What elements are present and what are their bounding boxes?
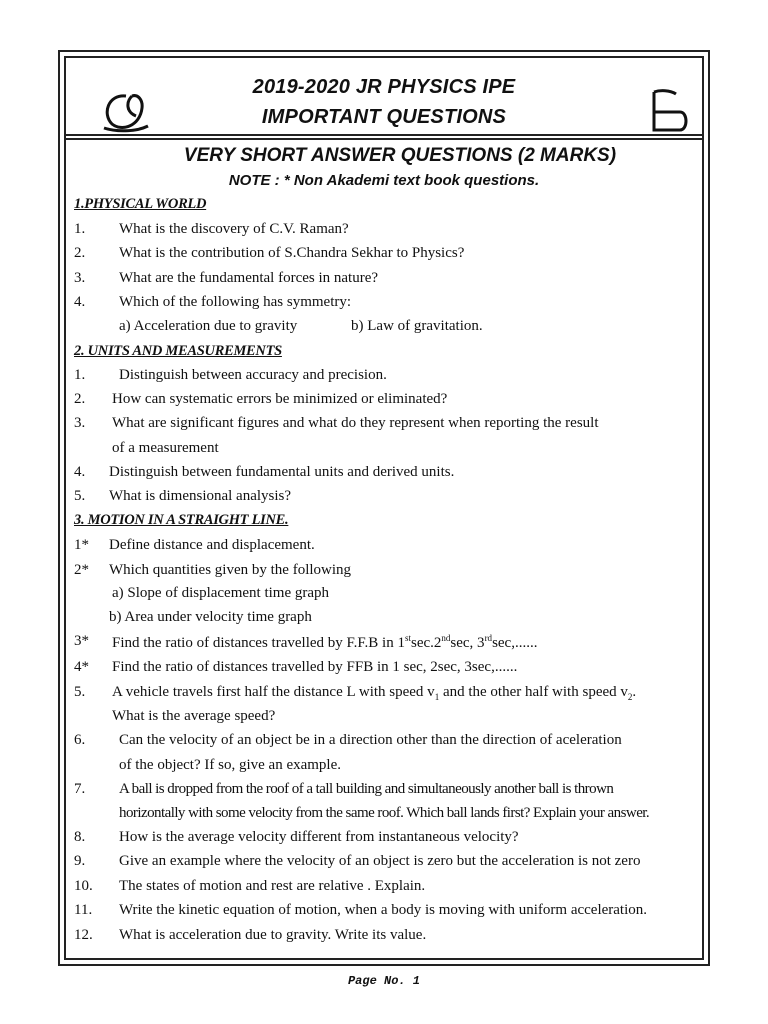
question-text: What is acceleration due to gravity. Write its value. bbox=[119, 927, 427, 943]
item-number: 12. bbox=[74, 927, 93, 943]
question-continuation: of a measurement bbox=[112, 440, 219, 456]
page-title: 2019-2020 JR PHYSICS IPE bbox=[252, 76, 516, 98]
header-divider bbox=[64, 134, 704, 136]
question-continuation: of the object? If so, give an example. bbox=[119, 757, 341, 773]
section-heading: VERY SHORT ANSWER QUESTIONS (2 MARKS) bbox=[183, 145, 617, 166]
question-text: Give an example where the velocity of an object is zero but the acceleration is not zero bbox=[119, 853, 641, 869]
item-number: 2. bbox=[74, 245, 86, 261]
header-divider-second bbox=[64, 138, 704, 140]
question-text: Distinguish between accuracy and precision. bbox=[119, 367, 387, 383]
question-text: Which of the following has symmetry: bbox=[119, 294, 352, 310]
item-number: 1. bbox=[74, 367, 86, 383]
section-title-physical-world: 1.PHYSICAL WORLD bbox=[74, 196, 207, 212]
question-text: A ball is dropped from the roof of a tall building and simultaneously another ball is thrown bbox=[119, 781, 614, 797]
item-number: 4. bbox=[74, 294, 86, 310]
item-number: 7. bbox=[74, 781, 86, 797]
question-text: A vehicle travels first half the distance L with speed $v_1$ and the other half with speed $v_2$. bbox=[112, 684, 637, 702]
sub-item-a: a) Slope of displacement time graph bbox=[112, 585, 330, 601]
question-text: How is the average velocity different from instantaneous velocity? bbox=[119, 829, 519, 845]
item-number: 2* bbox=[74, 562, 89, 578]
section-title-motion: 3. MOTION IN A STRAIGHT LINE. bbox=[74, 512, 289, 528]
question-text: What is the discovery of C.V. Raman? bbox=[119, 221, 349, 237]
question-text: What are the fundamental forces in nature? bbox=[119, 270, 379, 286]
inner-border bbox=[64, 56, 704, 960]
item-number: 3* bbox=[74, 633, 89, 649]
question-text: Define distance and displacement. bbox=[109, 537, 315, 553]
question-text: Write the kinetic equation of motion, when a body is moving with uniform acceleration. bbox=[119, 902, 648, 918]
item-number: 10. bbox=[74, 878, 93, 894]
item-number: 3. bbox=[74, 270, 86, 286]
item-number: 3. bbox=[74, 415, 86, 431]
question-text: How can systematic errors be minimized or eliminated? bbox=[112, 391, 448, 407]
option-a: a) Acceleration due to gravity bbox=[119, 318, 298, 334]
question-text: What is dimensional analysis? bbox=[109, 488, 292, 504]
item-number: 4* bbox=[74, 659, 89, 675]
item-number: 9. bbox=[74, 853, 86, 869]
question-text: What are significant figures and what do they represent when reporting the result bbox=[112, 415, 599, 431]
item-number: 6. bbox=[74, 732, 86, 748]
question-text: Find the ratio of distances travelled by F.F.B in 1stsec.2ndsec, 3rdsec,...... bbox=[112, 633, 538, 651]
question-text: Distinguish between fundamental units and derived units. bbox=[109, 464, 455, 480]
item-number: 1* bbox=[74, 537, 89, 553]
question-text: Can the velocity of an object be in a direction other than the direction of aceleration bbox=[119, 732, 622, 748]
item-number: 5. bbox=[74, 684, 86, 700]
question-text: The states of motion and rest are relative . Explain. bbox=[119, 878, 426, 894]
option-b: b) Law of gravitation. bbox=[351, 318, 483, 334]
question-text: What is the contribution of S.Chandra Sekhar to Physics? bbox=[119, 245, 465, 261]
note-line: NOTE : * Non Akademi text book questions. bbox=[228, 172, 540, 189]
question-text: Find the ratio of distances travelled by FFB in 1 sec, 2sec, 3sec,...... bbox=[112, 659, 518, 675]
item-number: 2. bbox=[74, 391, 86, 407]
item-number: 8. bbox=[74, 829, 86, 845]
question-continuation: horizontally with some velocity from the same roof. Which ball lands first? Explain your answer. bbox=[119, 805, 650, 821]
section-title-units: 2. UNITS AND MEASUREMENTS bbox=[74, 343, 282, 359]
item-number: 5. bbox=[74, 488, 86, 504]
item-number: 4. bbox=[74, 464, 86, 480]
page-subtitle: IMPORTANT QUESTIONS bbox=[261, 106, 507, 128]
item-number: 1. bbox=[74, 221, 86, 237]
sub-item-b: b) Area under velocity time graph bbox=[109, 609, 312, 625]
item-number: 11. bbox=[74, 902, 93, 918]
question-continuation: What is the average speed? bbox=[112, 708, 276, 724]
question-text: Which quantities given by the following bbox=[109, 562, 352, 578]
page-number: Page No. 1 bbox=[347, 974, 420, 988]
